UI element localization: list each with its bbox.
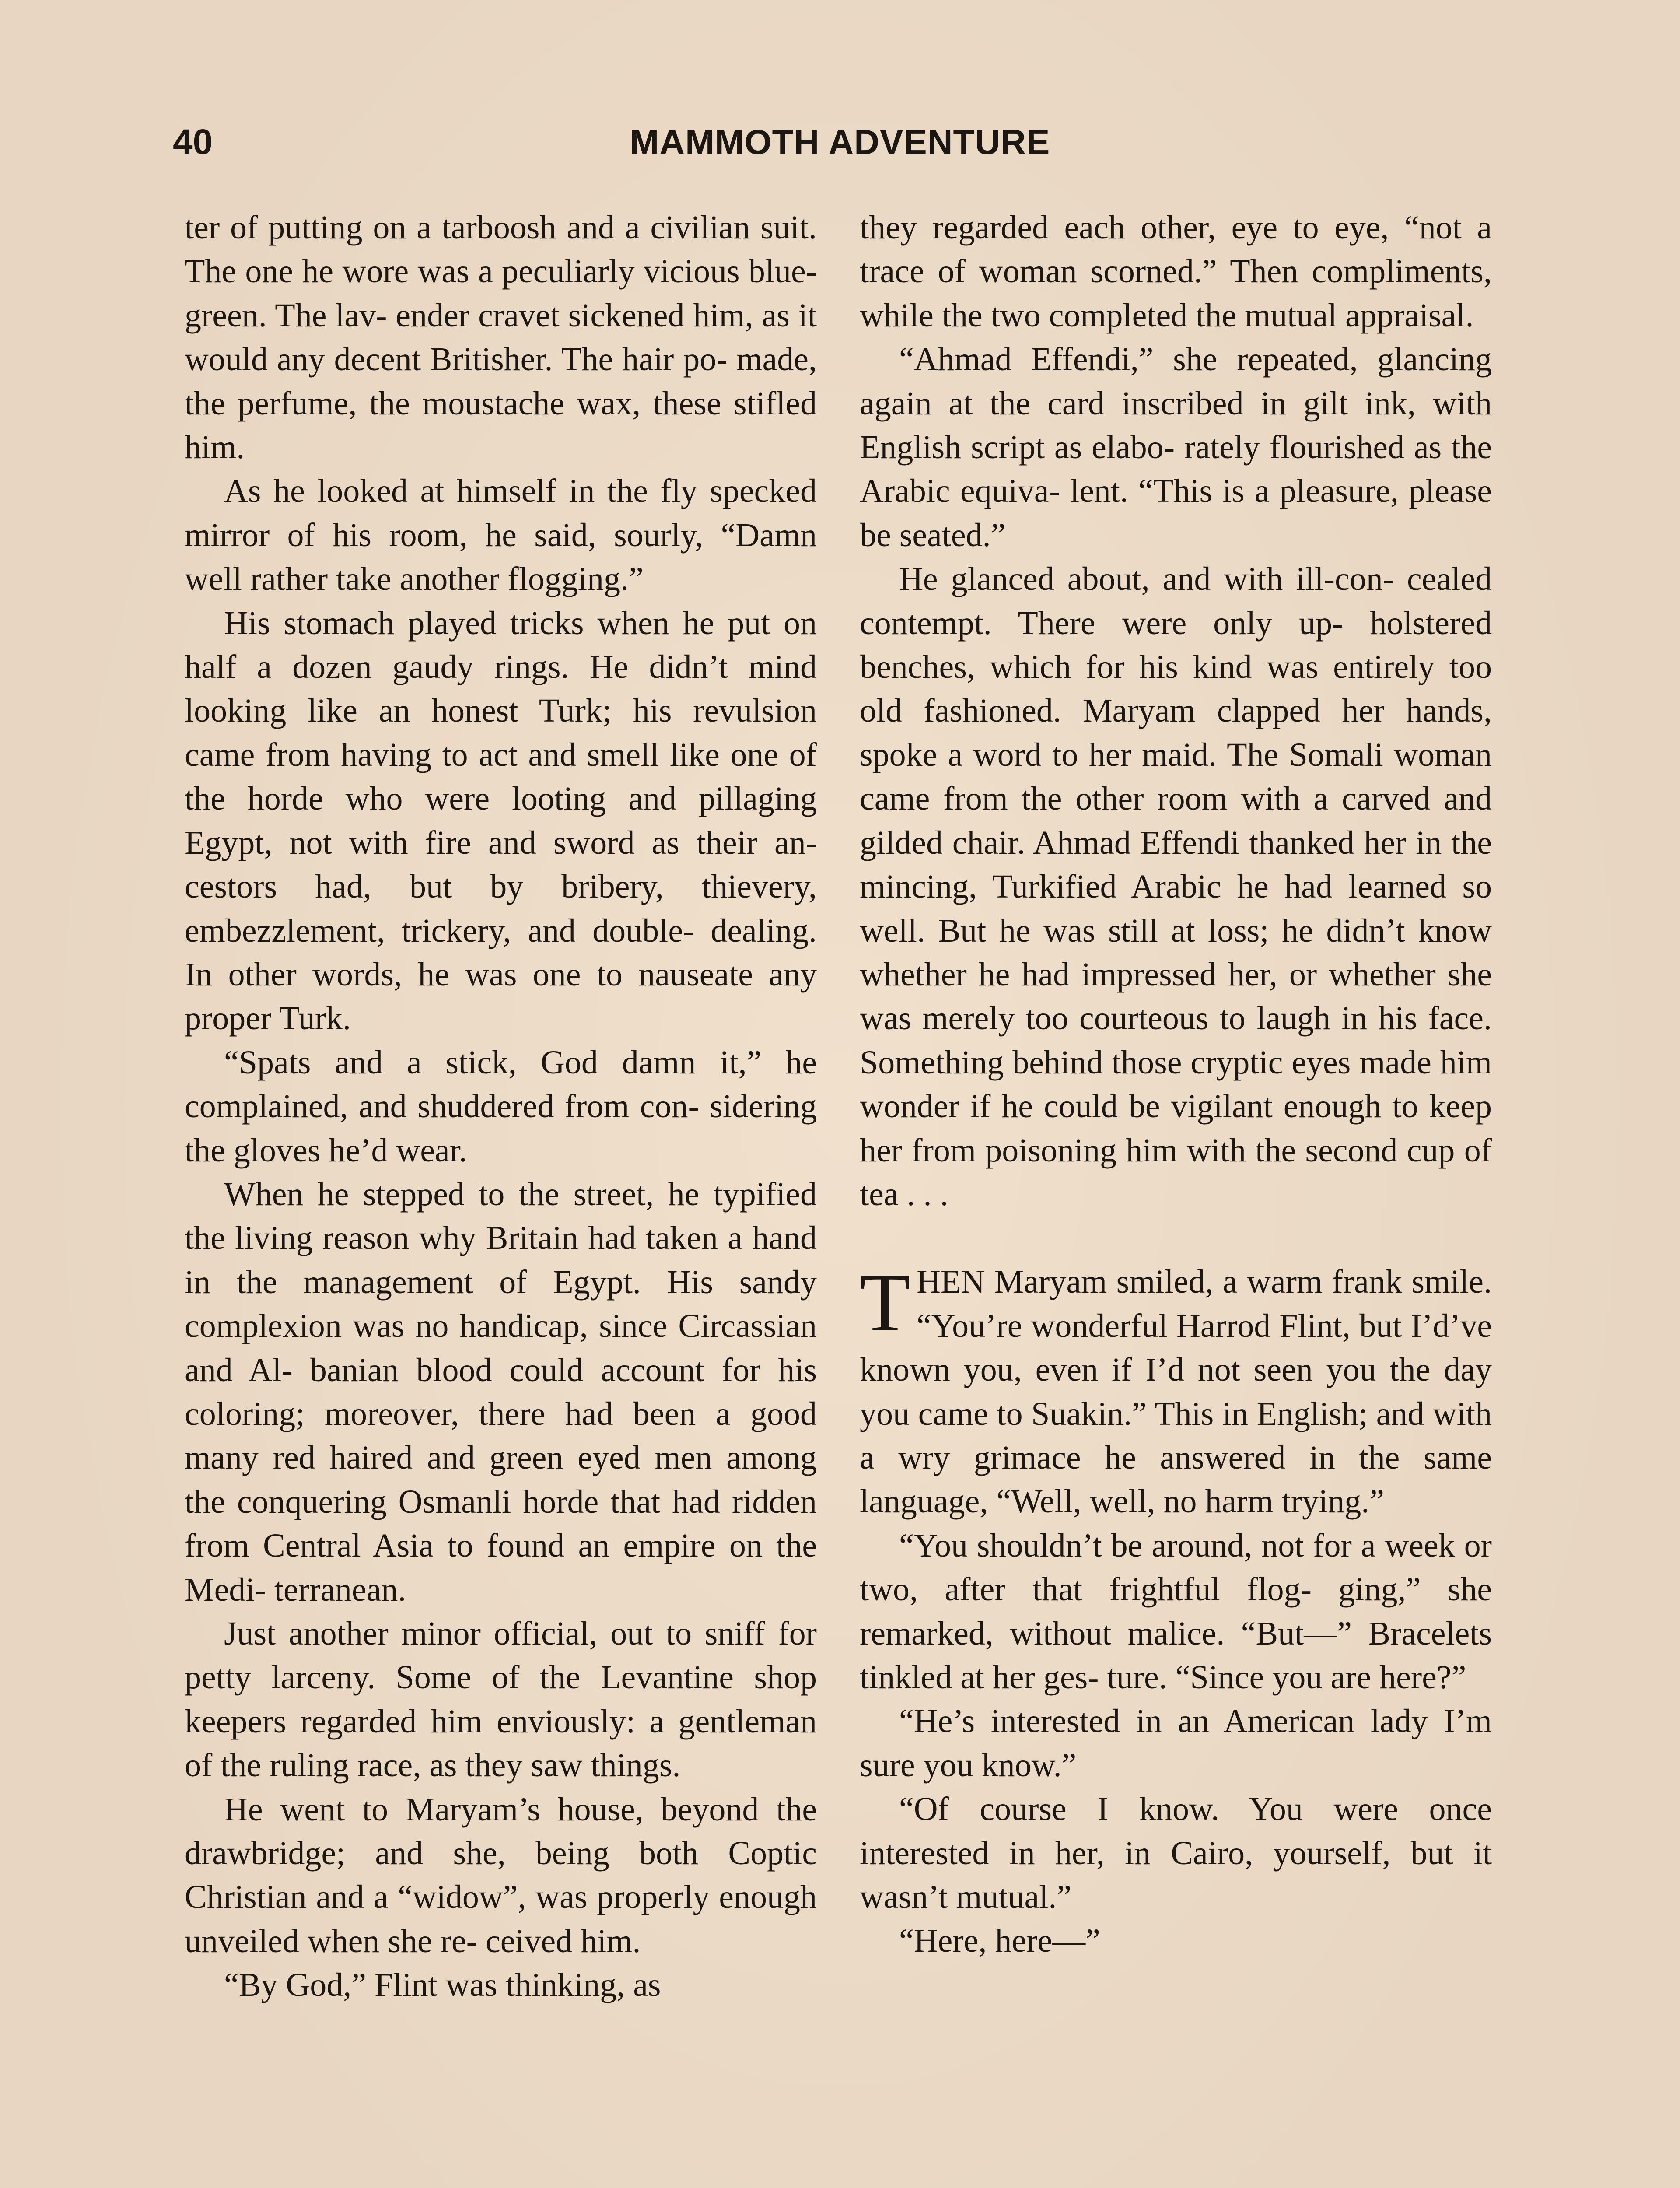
paragraph: His stomach played tricks when he put on half a dozen gaudy rings. He didn’t mind looking like an honest Turk; his revulsion came from having to act and smell like one of the horde who were looting and pillaging Egypt, not with fire and sword as their an- cestors had, but by bribery, thievery, embezzlement, trickery, and double- dealing. In other words, he was one to nauseate any proper Turk. bbox=[185, 604, 817, 1037]
paragraph: “You shouldn’t be around, not for a week or two, after that frightful flog- ging,” she remarked, without malice. “But—” Bracelets tinkled at her ges- ture. “Since you are here?” bbox=[860, 1527, 1492, 1696]
page-header bbox=[0, 118, 1680, 166]
paragraph: “Of course I know. You were once interested in her, in Cairo, yourself, but it wasn’t mutual.” bbox=[860, 1791, 1492, 1916]
paragraph: When he stepped to the street, he typified the living reason why Britain had taken a hand in the management of Egypt. His sandy complexion was no handicap, since Circassian and Al- banian blood could account for his coloring; moreover, there had been a good many red haired and green eyed men among the conquering Osmanli horde that had ridden from Central Asia to found an empire on the Medi- terranean. bbox=[185, 1175, 817, 1608]
paragraph: He glanced about, and with ill-con- cealed contempt. There were only up- holstered benches, which for his kind was entirely too old fashioned. Maryam clapped her hands, spoke a word to her maid. The Somali woman came from the other room with a carved and gilded chair. Ahmad Effendi thanked her in the mincing, Turkified Arabic he had learned so well. But he was still at loss; he didn’t know whether he had impressed her, or whether she was merely too courteous to laugh in his face. Something behind those cryptic eyes made him wonder if he could be vigilant enough to keep her from poisoning him with the second cup of tea . . . bbox=[860, 561, 1492, 1213]
paragraph: “Spats and a stick, God damn it,” he complained, and shuddered from con- sidering the gloves he’d wear. bbox=[185, 1044, 817, 1169]
section-start-paragraph bbox=[860, 1257, 1492, 1523]
paragraph: As he looked at himself in the fly specked mirror of his room, he said, sourly, “Damn well rather take another flogging.” bbox=[185, 473, 817, 598]
paragraph: they regarded each other, eye to eye, “not a trace of woman scorned.” Then compliments, while the two completed the mutual appraisal. bbox=[860, 209, 1492, 334]
paragraph: “He’s interested in an American lady I’m sure you know.” bbox=[860, 1703, 1492, 1784]
paragraph: “By God,” Flint was thinking, as bbox=[224, 1967, 661, 2004]
paragraph: He went to Maryam’s house, beyond the drawbridge; and she, being both Coptic Christian and a “widow”, was properly enough unveiled when she re- ceived him. bbox=[185, 1791, 817, 1960]
paragraph: “Ahmad Effendi,” she repeated, glancing again at the card inscribed in gilt ink, with English script as elabo- rately flourished as the Arabic equiva- lent. “This is a pleasure, please be seated.” bbox=[860, 341, 1492, 554]
running-title: MAMMOTH ADVENTURE bbox=[630, 123, 1050, 161]
paragraph: Just another minor official, out to sniff for petty larceny. Some of the Levantine shop keepers regarded him enviously: a gentleman of the ruling race, as they saw things. bbox=[185, 1615, 817, 1784]
left-column bbox=[185, 206, 817, 2007]
right-column bbox=[860, 206, 1492, 1963]
paragraph: “Here, here—” bbox=[899, 1922, 1100, 1960]
page-number: 40 bbox=[173, 122, 213, 162]
paragraph: ter of putting on a tarboosh and a civilian suit. The one he wore was a peculiarly vicious blue-green. The lav- ender cravet sickened him, as it would any decent Britisher. The hair po- made, the perfume, the moustache wax, these stifled him. bbox=[185, 209, 817, 466]
paragraph-text: HEN Maryam smiled, a warm frank smile. “You’re wonderful Harrod Flint, but I’d’ve known you, even if I’d not seen you the day you came to Suakin.” This in English; and with a wry grimace he answered in the same language, “Well, well, no harm trying.” bbox=[860, 1263, 1492, 1520]
drop-cap: T bbox=[860, 1257, 911, 1349]
